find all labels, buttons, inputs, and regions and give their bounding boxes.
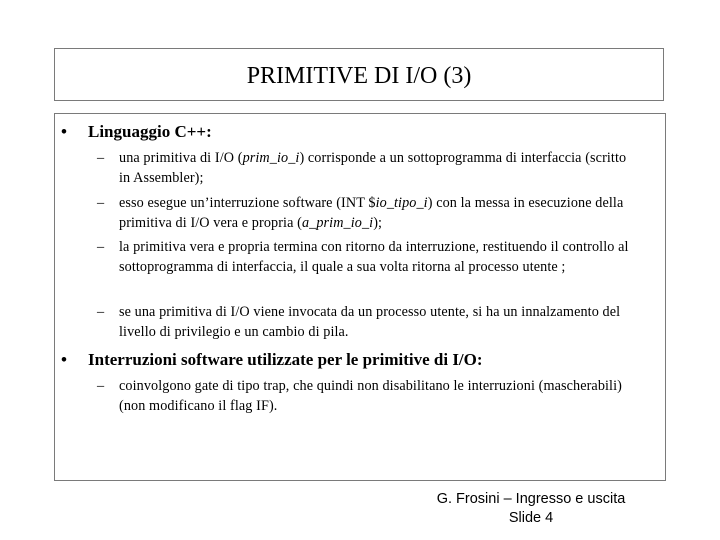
- dash-icon: –: [97, 150, 105, 166]
- bullet-text: Interruzioni software utilizzate per le primitive di I/O:: [88, 350, 483, 369]
- dash-icon: –: [97, 378, 105, 394]
- slide-content-box: [54, 113, 666, 481]
- subitem-text: se una primitiva di I/O viene invocata da un processo utente, si ha un innalzamento del livello di privilegio e un cambio di pila.: [119, 304, 621, 340]
- dash-icon: –: [97, 195, 105, 211]
- bullet-text: Linguaggio C++:: [88, 122, 212, 141]
- slide-footer: [400, 490, 662, 528]
- slide-title: PRIMITIVE DI I/O (3): [246, 63, 472, 89]
- slide-title-box: [54, 48, 664, 101]
- footer-slide-number: Slide 4: [508, 510, 554, 526]
- bullet-dot-icon: •: [61, 122, 67, 141]
- subitem-text: coinvolgono gate di tipo trap, che quindi non disabilitano le interruzioni (mascherabili) (non modificano il flag IF).: [119, 378, 622, 414]
- subitem-text: una primitiva di I/O (prim_io_i) corrisponde a un sottoprogramma di interfaccia (scritto in Assembler);: [119, 150, 627, 186]
- footer-author: G. Frosini – Ingresso e uscita: [436, 491, 626, 507]
- dash-icon: –: [97, 239, 105, 255]
- subitem-text: la primitiva vera e propria termina con ritorno da interruzione, restituendo il controllo al sottoprogramma di interfaccia, il quale a sua volta ritorna al processo utente ;: [119, 239, 629, 275]
- bullet-dot-icon: •: [61, 350, 67, 369]
- dash-icon: –: [97, 304, 105, 320]
- subitem-text: esso esegue un’interruzione software (INT $io_tipo_i) con la messa in esecuzione della primitiva di I/O vera e propria (a_prim_io_i);: [119, 195, 624, 231]
